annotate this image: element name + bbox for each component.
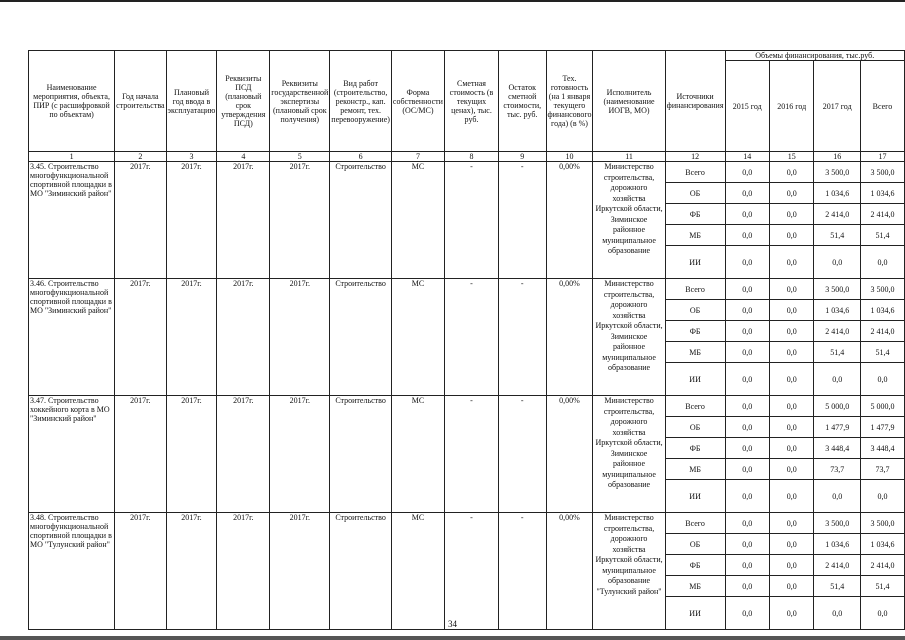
header-work-type: Вид работ (строительство, реконстр., кап. ремонт, тех. перевооружение) [330,51,392,152]
estimate-cost: - [444,162,498,279]
amount-2017: 5 000,0 [814,396,860,417]
psd-date: 2017г. [217,513,270,630]
amount-2015: 0,0 [725,480,769,513]
amount-2016: 0,0 [769,183,813,204]
funding-source: ИИ [665,480,725,513]
column-number: 2 [115,152,166,162]
header-executor: Исполнитель (наименование ИОГВ, МО) [593,51,665,152]
amount-2015: 0,0 [725,396,769,417]
amount-2017: 2 414,0 [814,321,860,342]
funding-source: Всего [665,279,725,300]
remaining-cost: - [499,279,547,396]
amount-total: 51,4 [860,576,904,597]
amount-2016: 0,0 [769,576,813,597]
amount-2016: 0,0 [769,321,813,342]
amount-total: 3 500,0 [860,513,904,534]
psd-date: 2017г. [217,396,270,513]
amount-2015: 0,0 [725,438,769,459]
amount-2016: 0,0 [769,396,813,417]
ownership: МС [391,513,444,630]
amount-2015: 0,0 [725,246,769,279]
amount-2017: 51,4 [814,576,860,597]
work-type: Строительство [330,279,392,396]
work-type: Строительство [330,396,392,513]
readiness: 0,00% [546,162,593,279]
amount-total: 73,7 [860,459,904,480]
amount-2017: 1 034,6 [814,300,860,321]
column-number: 14 [725,152,769,162]
column-number: 17 [860,152,904,162]
work-type: Строительство [330,162,392,279]
amount-2017: 0,0 [814,480,860,513]
header-total: Всего [860,61,904,152]
project-name: 3.45. Строительство многофункциональной спортивной площадки в МО "Зиминский район" [29,162,115,279]
expertise-date: 2017г. [270,396,330,513]
ownership: МС [391,279,444,396]
amount-total: 3 448,4 [860,438,904,459]
amount-total: 5 000,0 [860,396,904,417]
header-start-year: Год начала строительства [115,51,166,152]
funding-source: ОБ [665,417,725,438]
amount-2016: 0,0 [769,300,813,321]
executor: Министерство строительства, дорожного хозяйства Иркутской области, Зиминское районное муниципальное образование [593,162,665,279]
estimate-cost: - [444,279,498,396]
amount-2015: 0,0 [725,597,769,630]
amount-2017: 0,0 [814,363,860,396]
column-number-row [29,152,905,162]
column-number: 7 [391,152,444,162]
page-bottom-edge [0,636,905,640]
project-name: 3.46. Строительство многофункциональной спортивной площадки в МО "Зиминский район" [29,279,115,396]
amount-2015: 0,0 [725,204,769,225]
amount-2017: 3 500,0 [814,513,860,534]
table-row [29,162,905,183]
amount-2016: 0,0 [769,162,813,183]
funding-source: ОБ [665,183,725,204]
funding-source: МБ [665,459,725,480]
amount-total: 3 500,0 [860,279,904,300]
plan-year: 2017г. [166,279,217,396]
amount-total: 1 477,9 [860,417,904,438]
amount-2016: 0,0 [769,363,813,396]
column-number: 15 [769,152,813,162]
amount-2015: 0,0 [725,183,769,204]
amount-2016: 0,0 [769,204,813,225]
ownership: МС [391,396,444,513]
amount-2017: 3 500,0 [814,279,860,300]
remaining-cost: - [499,396,547,513]
page-top-edge [0,0,905,2]
amount-2015: 0,0 [725,225,769,246]
remaining-cost: - [499,513,547,630]
expertise-date: 2017г. [270,162,330,279]
header-expertise: Реквизиты государственной экспертизы (плановый срок получения) [270,51,330,152]
amount-total: 0,0 [860,597,904,630]
header-volumes: Объемы финансирования, тыс.руб. [725,51,904,61]
amount-2015: 0,0 [725,576,769,597]
amount-2015: 0,0 [725,417,769,438]
header-psd: Реквизиты ПСД (плановый срок утверждения ПСД) [217,51,270,152]
header-2016: 2016 год [769,61,813,152]
table-row [29,396,905,417]
amount-2015: 0,0 [725,534,769,555]
funding-source: Всего [665,396,725,417]
table-row [29,279,905,300]
project-name: 3.48. Строительство многофункциональной спортивной площадки в МО "Тулунский район" [29,513,115,630]
funding-source: ФБ [665,321,725,342]
start-year: 2017г. [115,396,166,513]
funding-source: МБ [665,342,725,363]
funding-source: ОБ [665,300,725,321]
column-number: 1 [29,152,115,162]
amount-total: 1 034,6 [860,300,904,321]
table-row [29,513,905,534]
amount-total: 0,0 [860,246,904,279]
amount-total: 1 034,6 [860,534,904,555]
amount-2017: 51,4 [814,342,860,363]
amount-2017: 2 414,0 [814,204,860,225]
funding-source: ФБ [665,555,725,576]
estimate-cost: - [444,513,498,630]
column-number: 5 [270,152,330,162]
amount-2017: 73,7 [814,459,860,480]
column-number: 10 [546,152,593,162]
amount-2016: 0,0 [769,513,813,534]
column-number: 11 [593,152,665,162]
amount-2016: 0,0 [769,342,813,363]
work-type: Строительство [330,513,392,630]
amount-2016: 0,0 [769,534,813,555]
amount-2016: 0,0 [769,246,813,279]
remaining-cost: - [499,162,547,279]
executor: Министерство строительства, дорожного хозяйства Иркутской области, муниципальное образование "Тулунский район" [593,513,665,630]
amount-2017: 51,4 [814,225,860,246]
amount-2015: 0,0 [725,513,769,534]
funding-source: МБ [665,225,725,246]
amount-2016: 0,0 [769,279,813,300]
funding-source: ОБ [665,534,725,555]
financing-table [28,50,905,630]
column-number: 12 [665,152,725,162]
amount-2015: 0,0 [725,363,769,396]
amount-2015: 0,0 [725,321,769,342]
amount-total: 51,4 [860,225,904,246]
project-name: 3.47. Строительство хоккейного корта в МО "Зиминский район" [29,396,115,513]
column-number: 8 [444,152,498,162]
psd-date: 2017г. [217,162,270,279]
funding-source: МБ [665,576,725,597]
amount-2017: 1 034,6 [814,534,860,555]
header-plan-year: Плановый год ввода в эксплуатацию [166,51,217,152]
header-sources: Источники финансирования [665,51,725,152]
page-number: 34 [448,619,457,629]
amount-2015: 0,0 [725,279,769,300]
column-number: 16 [814,152,860,162]
funding-source: Всего [665,513,725,534]
amount-total: 2 414,0 [860,555,904,576]
amount-total: 0,0 [860,363,904,396]
readiness: 0,00% [546,513,593,630]
funding-source: ИИ [665,246,725,279]
amount-total: 2 414,0 [860,204,904,225]
psd-date: 2017г. [217,279,270,396]
funding-source: ИИ [665,597,725,630]
ownership: МС [391,162,444,279]
start-year: 2017г. [115,279,166,396]
plan-year: 2017г. [166,396,217,513]
start-year: 2017г. [115,162,166,279]
amount-2017: 0,0 [814,597,860,630]
readiness: 0,00% [546,279,593,396]
estimate-cost: - [444,396,498,513]
plan-year: 2017г. [166,513,217,630]
amount-total: 51,4 [860,342,904,363]
amount-2016: 0,0 [769,555,813,576]
amount-total: 0,0 [860,480,904,513]
header-estimate: Сметная стоимость (в текущих ценах), тыс. руб. [444,51,498,152]
amount-2016: 0,0 [769,438,813,459]
amount-2016: 0,0 [769,597,813,630]
amount-2015: 0,0 [725,300,769,321]
amount-total: 3 500,0 [860,162,904,183]
amount-2016: 0,0 [769,225,813,246]
amount-2016: 0,0 [769,417,813,438]
column-number: 4 [217,152,270,162]
amount-2017: 0,0 [814,246,860,279]
funding-source: ФБ [665,438,725,459]
executor: Министерство строительства, дорожного хозяйства Иркутской области, Зиминское районное муниципальное образование [593,396,665,513]
funding-source: ФБ [665,204,725,225]
header-readiness: Тех. готовность (на 1 января текущего финансового года) (в %) [546,51,593,152]
amount-total: 1 034,6 [860,183,904,204]
funding-source: ИИ [665,363,725,396]
expertise-date: 2017г. [270,513,330,630]
amount-2016: 0,0 [769,480,813,513]
amount-2015: 0,0 [725,342,769,363]
amount-2015: 0,0 [725,162,769,183]
header-2015: 2015 год [725,61,769,152]
amount-2015: 0,0 [725,459,769,480]
column-number: 6 [330,152,392,162]
column-number: 3 [166,152,217,162]
funding-source: Всего [665,162,725,183]
header-2017: 2017 год [814,61,860,152]
amount-2016: 0,0 [769,459,813,480]
amount-2017: 1 034,6 [814,183,860,204]
expertise-date: 2017г. [270,279,330,396]
plan-year: 2017г. [166,162,217,279]
header-name: Наименование мероприятия, объекта, ПИР (с расшифровкой по объектам) [29,51,115,152]
column-number: 9 [499,152,547,162]
amount-2017: 2 414,0 [814,555,860,576]
amount-2017: 3 448,4 [814,438,860,459]
amount-2015: 0,0 [725,555,769,576]
readiness: 0,00% [546,396,593,513]
executor: Министерство строительства, дорожного хозяйства Иркутской области, Зиминское районное муниципальное образование [593,279,665,396]
amount-2017: 3 500,0 [814,162,860,183]
start-year: 2017г. [115,513,166,630]
header-ownership: Форма собственности (ОС/МС) [391,51,444,152]
header-remaining: Остаток сметной стоимости, тыс. руб. [499,51,547,152]
amount-total: 2 414,0 [860,321,904,342]
amount-2017: 1 477,9 [814,417,860,438]
